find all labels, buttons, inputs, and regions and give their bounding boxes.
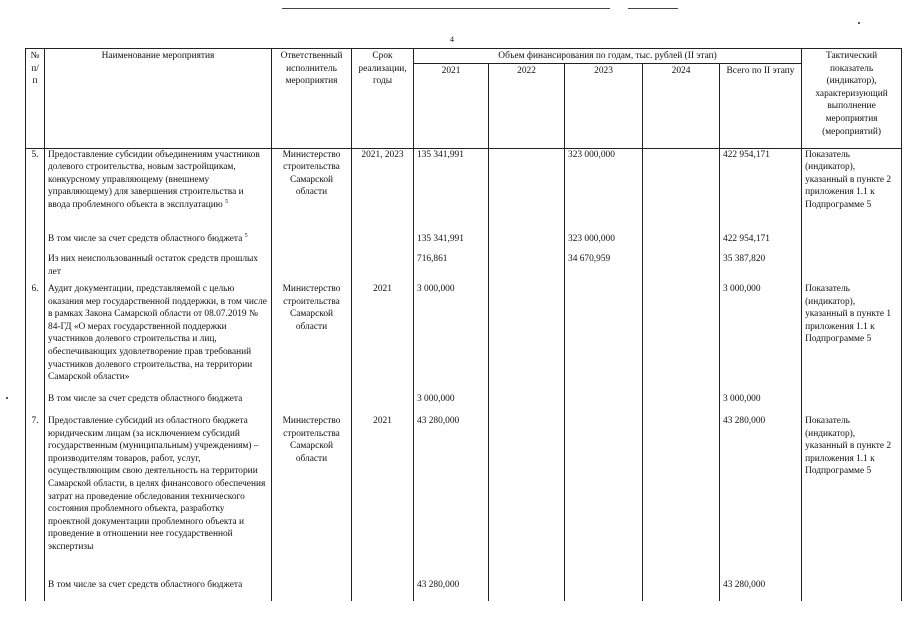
page-number: 4 — [450, 35, 454, 44]
row-total — [720, 233, 802, 253]
row-value-2021 — [414, 415, 489, 579]
header-term: Срок реализации, годы — [352, 49, 414, 149]
row-term — [352, 393, 414, 415]
row-total-text: 422 954,171 — [723, 149, 770, 160]
row-value-2021 — [414, 579, 489, 601]
row-value-2021 — [414, 148, 489, 233]
row-total-text: 3 000,000 — [723, 284, 761, 295]
row-indicator — [802, 253, 902, 283]
row-responsible — [272, 579, 352, 601]
row-responsible — [272, 233, 352, 253]
table-row — [26, 283, 902, 393]
row-term — [352, 148, 414, 233]
footnote-mark: 5 — [244, 232, 248, 239]
row-name — [45, 415, 272, 579]
row-total-text: 35 387,820 — [723, 254, 766, 265]
row-indicator-text: Показатель (индикатор), указанный в пункте 2 приложения 1.1 к Подпрограмме 5 — [805, 416, 892, 477]
row-value-2023-text: 34 670,959 — [568, 254, 611, 265]
row-indicator — [802, 148, 902, 233]
row-indicator — [802, 579, 902, 601]
table-row — [26, 148, 902, 233]
row-name-text: В том числе за счет средств областного бюджета — [48, 234, 243, 245]
row-total — [720, 579, 802, 601]
row-number-text: 5. — [31, 149, 39, 160]
row-term — [352, 253, 414, 283]
row-total-text: 422 954,171 — [723, 234, 770, 245]
table-row — [26, 415, 902, 579]
row-term — [352, 233, 414, 253]
row-term — [352, 579, 414, 601]
row-number — [26, 233, 45, 253]
row-name — [45, 393, 272, 415]
header-year-2022: 2022 — [489, 63, 565, 148]
row-name-text: В том числе за счет средств областного бюджета — [48, 394, 243, 405]
header-total: Всего по II этапу — [720, 63, 802, 148]
row-value-2021-text: 3 000,000 — [417, 284, 455, 295]
row-name — [45, 579, 272, 601]
row-value-2024 — [643, 283, 720, 393]
row-name — [45, 253, 272, 283]
row-total-text: 43 280,000 — [723, 580, 766, 591]
row-number — [26, 393, 45, 415]
row-value-2021-text: 43 280,000 — [417, 416, 460, 427]
row-term — [352, 283, 414, 393]
row-value-2021-text: 43 280,000 — [417, 580, 460, 591]
row-value-2023 — [565, 148, 643, 233]
row-value-2024 — [643, 579, 720, 601]
row-number — [26, 283, 45, 393]
row-number — [26, 415, 45, 579]
row-value-2022 — [489, 253, 565, 283]
row-value-2021-text: 3 000,000 — [417, 394, 455, 405]
row-total-text: 3 000,000 — [723, 394, 761, 405]
row-name — [45, 148, 272, 233]
row-total — [720, 415, 802, 579]
row-name-text: В том числе за счет средств областного бюджета — [48, 580, 243, 591]
row-value-2021 — [414, 393, 489, 415]
row-indicator-text: Показатель (индикатор), указанный в пункте 1 приложения 1.1 к Подпрограмме 5 — [805, 284, 892, 345]
row-value-2021-text: 135 341,991 — [417, 234, 464, 245]
row-total — [720, 148, 802, 233]
row-name-text: Аудит документации, представляемой с целью оказания мер государственной поддержки, в том числе в рамках Закона Самарской области от 08.07.2019 № 84-ГД «О мерах государственной поддержки участников долевого строительства и лиц, обеспечивающих удовлетворение прав требований участников долевого строительства, на территории Самарской области» — [48, 284, 267, 383]
row-number-text: 6. — [31, 284, 39, 295]
row-term-text: 2021, 2023 — [361, 149, 404, 160]
row-term-text: 2021 — [373, 416, 392, 427]
row-value-2022 — [489, 415, 565, 579]
row-responsible — [272, 283, 352, 393]
table-row — [26, 393, 902, 415]
row-value-2024 — [643, 393, 720, 415]
financing-table — [25, 48, 902, 601]
row-total-text: 43 280,000 — [723, 416, 766, 427]
row-value-2022 — [489, 148, 565, 233]
row-value-2024 — [643, 415, 720, 579]
header-indicator: Тактический показатель (индикатор), характеризующий выполнение мероприятия (мероприятий) — [802, 49, 902, 149]
row-value-2023-text: 323 000,000 — [568, 149, 615, 160]
row-term-text: 2021 — [373, 284, 392, 295]
row-value-2023 — [565, 415, 643, 579]
row-value-2024 — [643, 148, 720, 233]
row-indicator — [802, 233, 902, 253]
row-value-2024 — [643, 253, 720, 283]
row-responsible-text: Министерство строительства Самарской области — [282, 416, 341, 464]
row-value-2023 — [565, 579, 643, 601]
header-responsible: Ответственный исполнитель мероприятия — [272, 49, 352, 149]
row-indicator — [802, 415, 902, 579]
row-responsible — [272, 415, 352, 579]
row-value-2021-text: 135 341,991 — [417, 149, 464, 160]
row-indicator — [802, 393, 902, 415]
row-value-2023 — [565, 393, 643, 415]
row-value-2021 — [414, 283, 489, 393]
table-body — [26, 148, 902, 601]
row-value-2024 — [643, 233, 720, 253]
scan-speck — [858, 22, 860, 24]
row-name — [45, 283, 272, 393]
row-value-2021 — [414, 253, 489, 283]
row-value-2021-text: 716,861 — [417, 254, 448, 265]
row-responsible — [272, 253, 352, 283]
row-value-2023-text: 323 000,000 — [568, 234, 615, 245]
row-value-2022 — [489, 579, 565, 601]
top-rule-left — [282, 8, 610, 9]
header-year-2023: 2023 — [565, 63, 643, 148]
row-value-2023 — [565, 283, 643, 393]
row-responsible — [272, 393, 352, 415]
row-term — [352, 415, 414, 579]
row-value-2022 — [489, 233, 565, 253]
table-row — [26, 253, 902, 283]
header-year-2021: 2021 — [414, 63, 489, 148]
row-responsible — [272, 148, 352, 233]
row-value-2022 — [489, 393, 565, 415]
row-number — [26, 148, 45, 233]
row-value-2021 — [414, 233, 489, 253]
top-rule-right — [628, 8, 678, 9]
table-row — [26, 233, 902, 253]
row-number — [26, 253, 45, 283]
header-year-2024: 2024 — [643, 63, 720, 148]
row-value-2023 — [565, 253, 643, 283]
row-indicator — [802, 283, 902, 393]
header-name: Наименование мероприятия — [45, 49, 272, 149]
row-total — [720, 253, 802, 283]
scan-speck — [6, 397, 8, 399]
footnote-mark: 5 — [225, 198, 229, 205]
header-funding: Объем финансирования по годам, тыс. рублей (II этап) — [414, 49, 802, 64]
row-responsible-text: Министерство строительства Самарской области — [282, 284, 341, 332]
row-total — [720, 283, 802, 393]
row-name-text: Из них неиспользованный остаток средств прошлых лет — [48, 254, 258, 277]
row-value-2022 — [489, 283, 565, 393]
row-name — [45, 233, 272, 253]
row-total — [720, 393, 802, 415]
header-no: № п/п — [26, 49, 45, 149]
row-indicator-text: Показатель (индикатор), указанный в пункте 2 приложения 1.1 к Подпрограмме 5 — [805, 149, 892, 210]
row-responsible-text: Министерство строительства Самарской области — [282, 149, 341, 198]
row-name-text: Предоставление субсидии объединениям участников долевого строительства, новым застройщикам, конкурсному управляющему (внешнему управляющему) для завершения строительства и ввода проблемного объекта в эксплуатацию — [48, 149, 260, 210]
row-number-text: 7. — [31, 416, 39, 427]
row-number — [26, 579, 45, 601]
table-row — [26, 579, 902, 601]
row-name-text: Предоставление субсидий из областного бюджета юридическим лицам (за исключением субсидий государственным (муниципальным) учреждениям) – производителям товаров, работ, услуг, осуществляющим свою деятельность на территории Самарской области, в целях финансового обеспечения затрат на проведение обследования технического состояния проблемного объекта, разработку проектной документации проблемного объекта и проведение в отношении нее государственной экспертизы — [48, 416, 266, 553]
row-value-2023 — [565, 233, 643, 253]
